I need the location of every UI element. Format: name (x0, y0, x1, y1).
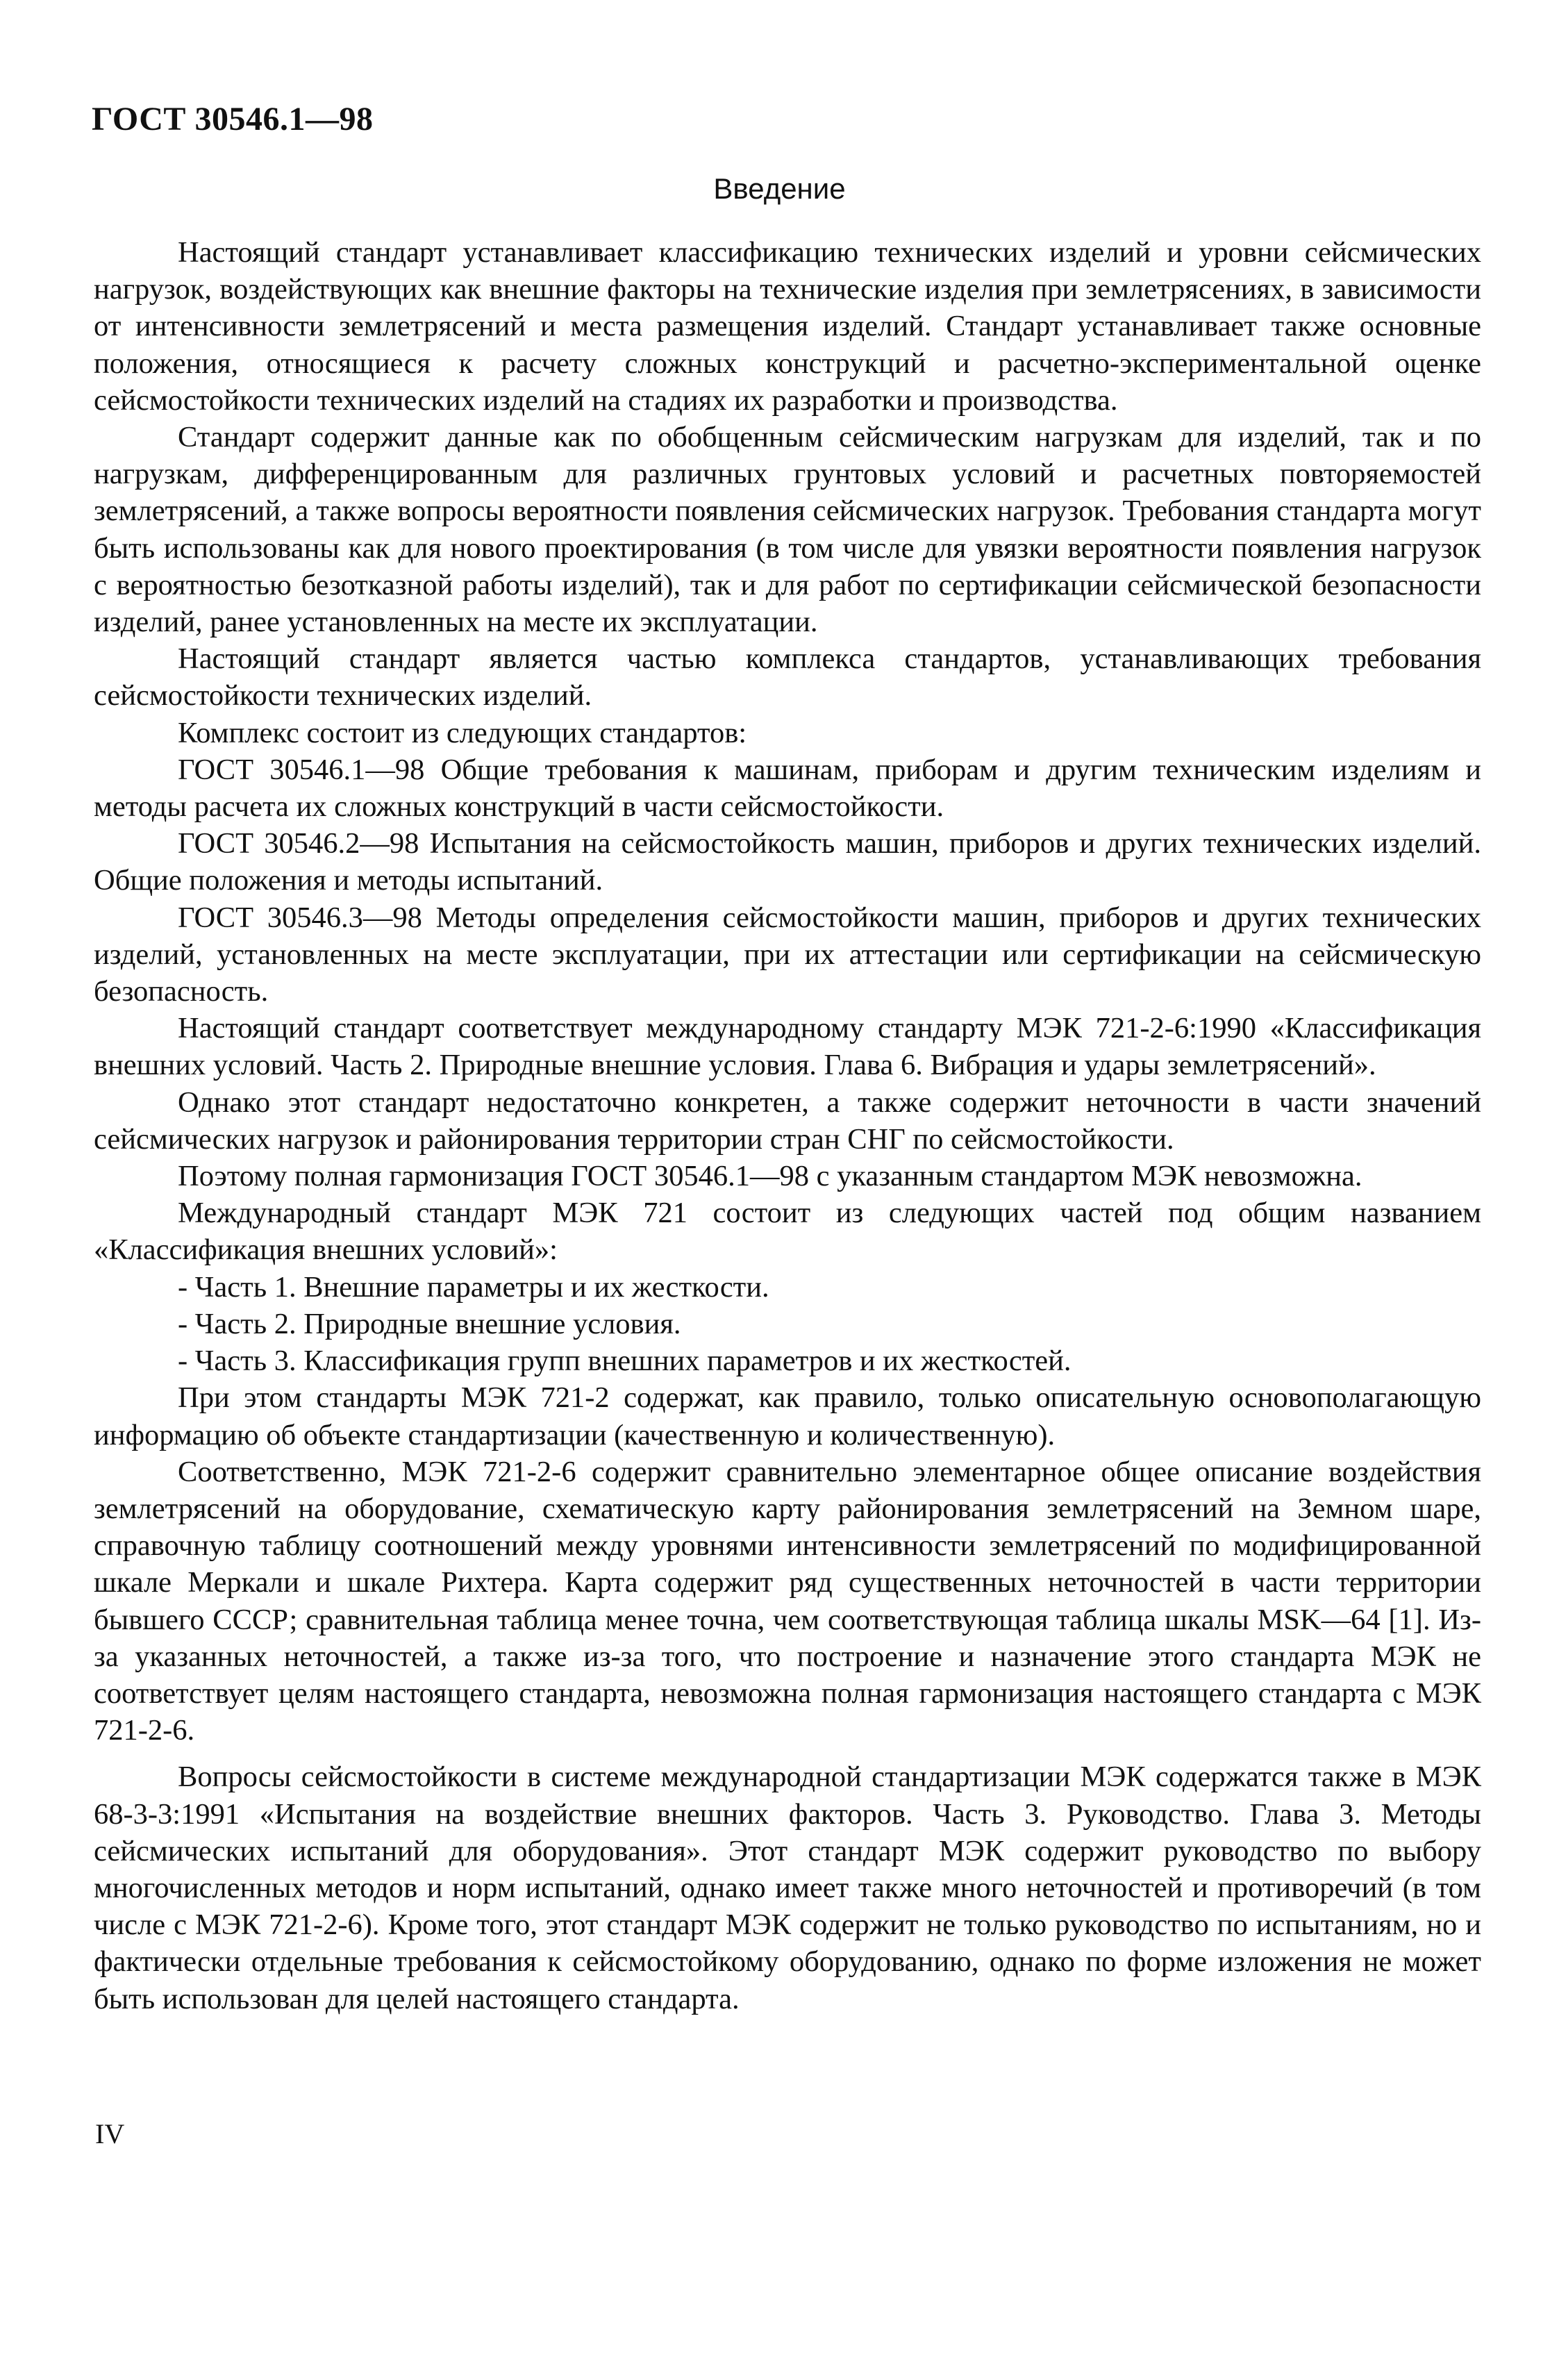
paragraph: Стандарт содержит данные как по обобщенным сейсмическим нагрузкам для изделий, так и по нагрузкам, дифференцированным для различных грунтовых условий и расчетных повторяемостей землетрясений, а также вопросы вероятности появления сейсмических нагрузок. Требования стандарта могут быть использованы как для нового проектирования (в том числе для увязки вероятности появления нагрузок с вероятностью безотказной работы изделий), так и для работ по сертификации сейсмической безопасности изделий, ранее установленных на месте их эксплуатации. (94, 421, 1481, 639)
paragraph: Соответственно, МЭК 721-2-6 содержит сравнительно элементарное общее описание воздействия землетрясений на оборудование, схематическую карту районирования землетрясений на Земном шаре, справочную таблицу соотношений между уровнями интенсивности землетрясений по модифицированной шкале Меркали и шкале Рихтера. Карта содержит ряд существенных неточностей в части территории бывшего СССР; сравнительная таблица менее точна, чем соответствующая таблица шкалы MSK—64 [1]. Из-за указанных неточностей, а также из-за того, что построение и назначение этого стандарта МЭК не соответствует целям настоящего стандарта, невозможна полная гармонизация настоящего стандарта с МЭК 721-2-6. (94, 1455, 1481, 1747)
page-number: IV (95, 2118, 125, 2149)
list-item: - Часть 2. Природные внешние условия. (178, 1307, 681, 1340)
paragraph: Настоящий стандарт является частью комплекса стандартов, устанавливающих требования сейсмостойкости технических изделий. (94, 642, 1481, 713)
paragraph: ГОСТ 30546.1—98 Общие требования к машинам, приборам и другим техническим изделиям и методы расчета их сложных конструкций в части сейсмостойкости. (94, 753, 1481, 824)
paragraph: ГОСТ 30546.2—98 Испытания на сейсмостойкость машин, приборов и других технических изделий. Общие положения и методы испытаний. (94, 827, 1481, 897)
paragraph: Международный стандарт МЭК 721 состоит из следующих частей под общим названием «Классификация внешних условий»: (94, 1197, 1481, 1267)
body-text (94, 234, 1481, 2017)
paragraph: Однако этот стандарт недостаточно конкретен, а также содержит неточности в части значений сейсмических нагрузок и районирования территории стран СНГ по сейсмостойкости. (94, 1085, 1481, 1156)
paragraph: Вопросы сейсмостойкости в системе международной стандартизации МЭК содержатся также в МЭК 68-3-3:1991 «Испытания на воздействие внешних факторов. Часть 3. Руководство. Глава 3. Методы сейсмических испытаний для оборудования». Этот стандарт МЭК содержит руководство по выбору многочисленных методов и норм испытаний, однако имеет также много неточностей и противоречий (в том числе с МЭК 721-2-6). Кроме того, этот стандарт МЭК содержит не только руководство по испытаниям, но и фактически отдельные требования к сейсмостойкому оборудованию, однако по форме изложения не может быть использован для целей настоящего стандарта. (94, 1761, 1481, 2015)
paragraph: ГОСТ 30546.3—98 Методы определения сейсмостойкости машин, приборов и других технических изделий, установленных на месте эксплуатации, при их аттестации или сертификации на сейсмическую безопасность. (94, 901, 1481, 1008)
paragraph: Настоящий стандарт устанавливает классификацию технических изделий и уровни сейсмических нагрузок, воздействующих как внешние факторы на технические изделия при землетрясениях, в зависимости от интенсивности землетрясений и места размещения изделий. Стандарт устанавливает также основные положения, относящиеся к расчету сложных конструкций и расчетно-экспериментальной оценке сейсмостойкости технических изделий на стадиях их разработки и производства. (94, 236, 1481, 417)
paragraph: Комплекс состоит из следующих стандартов: (178, 716, 747, 749)
paragraph: Настоящий стандарт соответствует международному стандарту МЭК 721-2-6:1990 «Классификация внешних условий. Часть 2. Природные внешние условия. Глава 6. Вибрация и удары землетрясений». (94, 1012, 1481, 1082)
standard-code-header: ГОСТ 30546.1—98 (92, 101, 374, 138)
paragraph: Поэтому полная гармонизация ГОСТ 30546.1—98 с указанным стандартом МЭК невозможна. (178, 1160, 1362, 1193)
section-title: Введение (713, 172, 846, 205)
list-item: - Часть 1. Внешние параметры и их жесткости. (178, 1270, 769, 1304)
paragraph: При этом стандарты МЭК 721-2 содержат, как правило, только описательную основополагающую информацию об объекте стандартизации (качественную и количественную). (94, 1381, 1481, 1451)
list-item: - Часть 3. Классификация групп внешних параметров и их жесткостей. (178, 1345, 1072, 1378)
